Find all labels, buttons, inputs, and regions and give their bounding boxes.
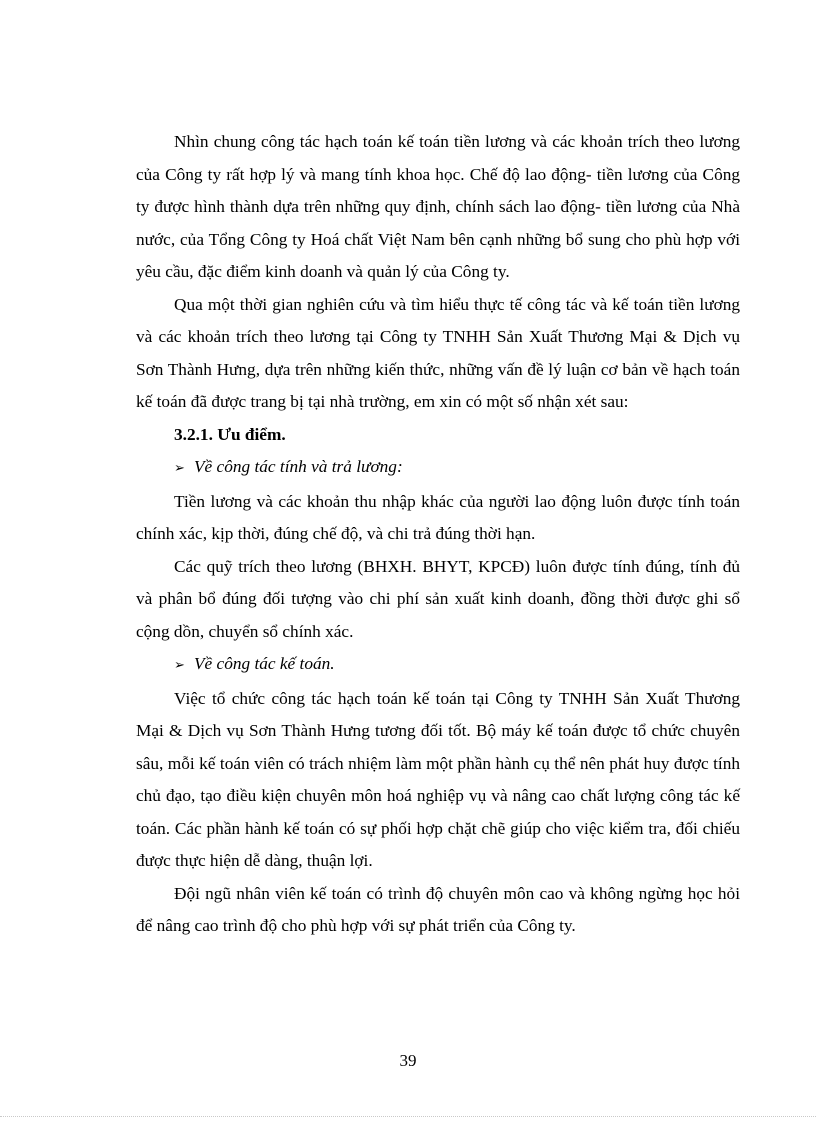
page-bottom-border xyxy=(0,1116,816,1117)
bullet-wages xyxy=(136,451,740,486)
paragraph-accounting-staff: Đội ngũ nhân viên kế toán có trình độ chuyên môn cao và không ngừng học hỏi để nâng cao trình độ cho phù hợp với sự phát triển của Công ty. xyxy=(136,883,740,935)
paragraph-wage-calculation: Tiền lương và các khoản thu nhập khác của người lao động luôn được tính toán chính xác, kịp thời, đúng chế độ, và chi trả đúng thời hạn. xyxy=(136,491,740,543)
section-heading-advantages: 3.2.1. Ưu điểm. xyxy=(174,424,286,444)
bullet-accounting xyxy=(136,648,740,683)
arrowhead-bullet-icon: ➢ xyxy=(174,461,185,476)
bullet-wages-label: Về công tác tính và trả lương: xyxy=(194,457,403,476)
paragraph-overview: Nhìn chung công tác hạch toán kế toán tiền lương và các khoản trích theo lương của Công ty rất hợp lý và mang tính khoa học. Chế độ lao động- tiền lương của Công ty được hình thành dựa trên những quy định, chính sách lao động- tiền lương của Nhà nước, của Tổng Công ty Hoá chất Việt Nam bên cạnh những bổ sung cho phù hợp với yêu cầu, đặc điểm kinh doanh và quản lý của Công ty. xyxy=(136,132,740,281)
page-body xyxy=(136,126,740,943)
bullet-accounting-label: Về công tác kế toán. xyxy=(194,654,335,673)
paragraph-research: Qua một thời gian nghiên cứu và tìm hiểu thực tế công tác và kế toán tiền lương và các khoản trích theo lương tại Công ty TNHH Sản Xuất Thương Mại & Dịch vụ Sơn Thành Hưng, dựa trên những kiến thức, những vấn đề lý luận cơ bản về hạch toán kế toán đã được trang bị tại nhà trường, em xin có một số nhận xét sau: xyxy=(136,294,740,411)
paragraph-wage-funds: Các quỹ trích theo lương (BHXH. BHYT, KPCĐ) luôn được tính đúng, tính đủ và phân bổ đúng đối tượng vào chi phí sản xuất kinh doanh, đồng thời được ghi sổ cộng dồn, chuyển sổ chính xác. xyxy=(136,556,740,641)
page-number: 39 xyxy=(399,1051,417,1070)
arrowhead-bullet-icon: ➢ xyxy=(174,658,185,673)
paragraph-accounting-organization: Việc tổ chức công tác hạch toán kế toán tại Công ty TNHH Sản Xuất Thương Mại & Dịch vụ Sơn Thành Hưng tương đối tốt. Bộ máy kế toán được tổ chức chuyên sâu, mỗi kế toán viên có trách nhiệm làm một phần hành cụ thể nên phát huy được tính chủ đạo, tạo điều kiện chuyên môn hoá nghiệp vụ và nâng cao chất lượng công tác kế toán. Các phần hành kế toán có sự phối hợp chặt chẽ giúp cho việc kiểm tra, đối chiếu được thực hiện dễ dàng, thuận lợi. xyxy=(136,688,740,870)
